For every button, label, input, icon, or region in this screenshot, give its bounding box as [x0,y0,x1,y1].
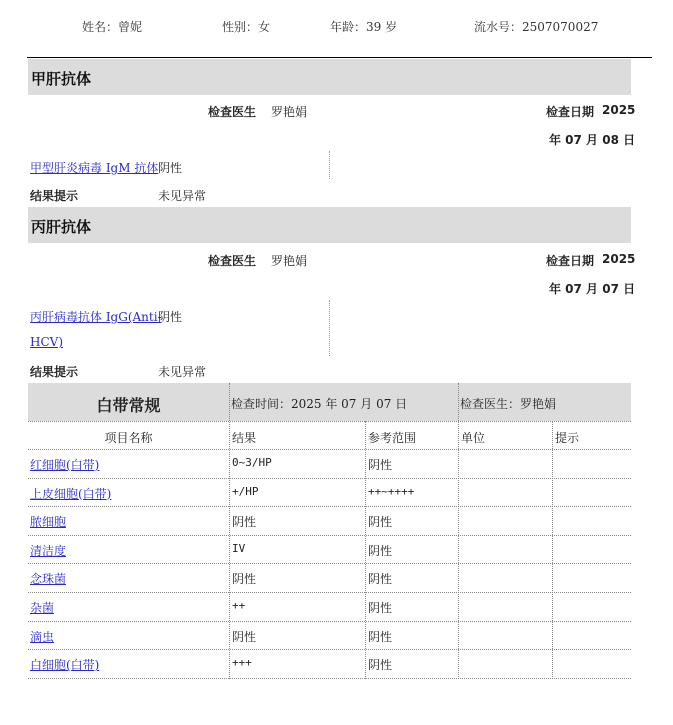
item-name-link[interactable]: 清洁度 [30,543,67,558]
item-reference: 阴性 [368,658,393,673]
col-header-result: 结果 [232,431,257,445]
row-divider [28,649,631,650]
item-reference: 阴性 [368,629,393,644]
hcv-divider [329,300,330,356]
item-result: 0~3/HP [232,456,272,469]
item-reference: 阴性 [368,543,393,558]
item-reference: ++~++++ [368,484,415,498]
item-reference: 阴性 [368,601,393,615]
item-result: IV [232,541,246,555]
col-divider [365,421,366,679]
item-name-link[interactable]: 滴虫 [30,629,55,644]
hcv-igg-item-link-cont[interactable]: HCV) [30,335,63,349]
leucorrhea-title: 白带常规 [96,396,161,415]
item-name-link[interactable]: 上皮细胞(白带) [30,486,112,501]
leucorrhea-doctor: 检查医生：罗艳娟 [460,397,557,411]
serial-number: 流水号：2507070027 [474,20,599,34]
hcv-section-header [28,207,631,243]
item-result: ++ [232,599,246,612]
col-header-hint: 提示 [555,431,580,445]
col-header-unit: 单位 [461,431,486,445]
hcv-doctor: 罗艳娟 [271,254,308,268]
hav-date-year: 2025 [602,103,636,117]
hav-section-title: 甲肝抗体 [31,70,92,88]
patient-age: 年龄：39 岁 [330,20,398,34]
hcv-date-label: 检查日期 [546,254,595,268]
hav-summary-value: 未见异常 [158,189,207,203]
hcv-section-title: 丙肝抗体 [31,218,92,236]
item-reference: 阴性 [368,515,393,530]
row-divider [28,506,631,507]
header-divider [27,57,652,58]
leucorrhea-exam-time: 检查时间：2025 年 07 月 07 日 [231,397,408,411]
item-name-link[interactable]: 脓细胞 [30,515,67,530]
hcv-date-rest: 年 07 月 07 日 [549,282,636,296]
leucorrhea-table-header [28,383,631,421]
item-reference: 阴性 [368,572,393,587]
hav-igm-item-link[interactable]: 甲型肝炎病毒 IgM 抗体 [30,161,159,175]
row-divider [28,449,631,450]
hcv-igg-item-link[interactable]: 丙肝病毒抗体 IgG(Anti- [30,310,162,324]
row-divider [28,478,631,479]
hcv-date-year: 2025 [602,252,636,266]
row-divider [28,421,631,422]
hav-igm-result: 阴性 [158,161,183,175]
hav-date-label: 检查日期 [546,105,595,119]
item-name-link[interactable]: 白细胞(白带) [30,658,100,673]
col-header-reference: 参考范围 [368,431,417,445]
hav-date-rest: 年 07 月 08 日 [549,133,636,147]
hcv-summary-value: 未见异常 [158,365,207,379]
hav-divider [329,151,330,179]
item-result: +/HP [232,484,259,498]
hcv-doctor-label: 检查医生 [208,254,257,268]
col-divider [552,421,553,679]
row-divider [28,535,631,536]
col-header-item: 项目名称 [104,431,153,445]
hav-summary-label: 结果提示 [30,189,79,203]
col-divider [458,383,459,679]
row-divider [28,592,631,593]
item-name-link[interactable]: 念珠菌 [30,572,67,587]
row-divider [28,621,631,622]
item-name-link[interactable]: 杂菌 [30,601,55,615]
col-divider [229,383,230,679]
item-name-link[interactable]: 红细胞(白带) [30,458,100,472]
hav-section-header [28,59,631,95]
item-reference: 阴性 [368,458,393,472]
item-result: +++ [232,656,252,670]
patient-gender: 性别：女 [222,20,271,34]
item-result: 阴性 [232,572,257,587]
patient-name: 姓名：曾妮 [82,20,143,34]
item-result: 阴性 [232,515,257,530]
hcv-igg-result: 阴性 [158,310,183,324]
row-divider [28,563,631,564]
item-result: 阴性 [232,629,257,644]
hav-doctor-label: 检查医生 [208,105,257,119]
row-divider [28,678,631,679]
hcv-summary-label: 结果提示 [30,365,79,379]
hav-doctor: 罗艳娟 [271,105,308,119]
